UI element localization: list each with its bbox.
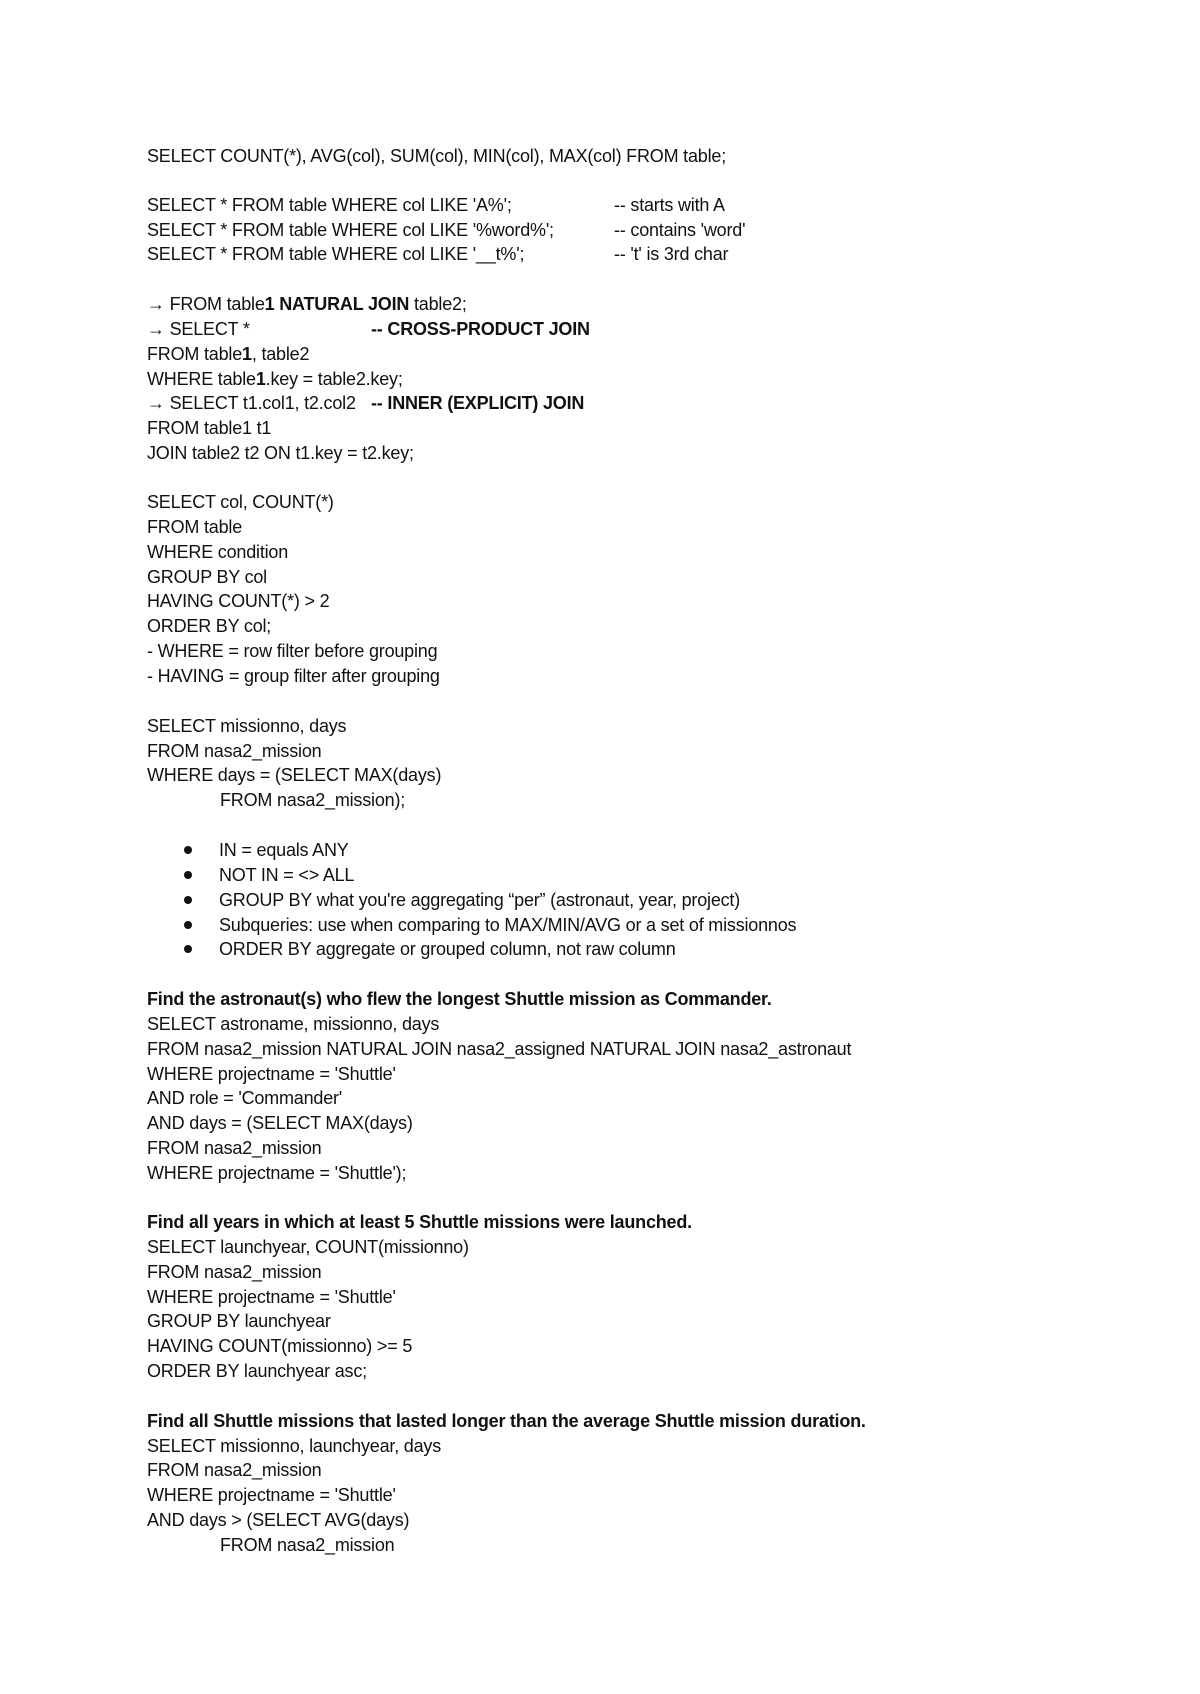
document-page: SELECT COUNT(*), AVG(col), SUM(col), MIN(col), MAX(col) FROM table; SELECT * FROM table WHERE col LIKE 'A%'; -- starts with A SELECT * FROM table WHERE col LIKE '%word%'; -- contains 'word' SELECT * FROM table WHERE col LIKE '__t%'; -- 't' is 3rd char → FROM table1 NATURAL JOIN table2; → SELECT * -- CROSS-PRODUCT JOIN FROM table1, table2 WHERE table1.key = table2.key; → SELECT t1.col1, t2.col2 -- INNER (EXPLICIT) JOIN FROM table1 t1 JOIN table2 t2 ON t1.key = t2.key; SELECT col, COUNT(*) FROM table WHERE condition GROUP BY col HAVING COUNT(*) > 2 ORDER BY col; - WHERE = row filter before grouping - HAVING = group filter after grouping SELECT missionno, days FROM nasa2_mission WHERE days = (SELECT MAX(days) FROM nasa2_mission); IN = equals ANY NOT IN = <> ALL GROUP BY what you're aggregating “per” (astronaut, year, project) Subqueries: use when comparing to MAX/MIN/AVG or a set of missionnos ORDER BY aggregate or grouped column, not raw column Find the astronaut(s) who flew the longest Shuttle mission as Commander. SELECT astroname, missionno, days FROM nasa2_mission NATURAL JOIN nasa2_assigned NATURAL JOIN nasa2_astronaut WHERE projectname = 'Shuttle' AND role = 'Commander' AND days = (SELECT MAX(days) FROM nasa2_mission WHERE projectname = 'Shuttle'); Find all years in which at least 5 Shuttle missions were launched. SELECT launchyear, COUNT(missionno) FROM nasa2_mission WHERE projectname = 'Shuttle' GROUP BY launchyear HAVING COUNT(missionno) >= 5 ORDER BY launchyear asc; Find all Shuttle missions that lasted longer than the average Shuttle mission duration. SELECT missionno, launchyear, days FROM nasa2_mission WHERE projectname = 'Shuttle' AND days > (SELECT AVG(days) FROM nasa2_mission bbox=[147, 146, 866, 1555]
cross-join-where-a: WHERE table bbox=[147, 369, 256, 389]
q3-heading: Find all Shuttle missions that lasted longer than the average Shuttle mission duration. bbox=[147, 1411, 866, 1431]
q2-line-3: WHERE projectname = 'Shuttle' bbox=[147, 1287, 396, 1307]
bullet-icon bbox=[184, 871, 192, 879]
bullet-icon bbox=[184, 896, 192, 904]
grouping-note-having: - HAVING = group filter after grouping bbox=[147, 666, 440, 686]
subquery-line-1: SELECT missionno, days bbox=[147, 716, 347, 736]
grouping-line-5: HAVING COUNT(*) > 2 bbox=[147, 591, 330, 611]
bullet-icon bbox=[184, 945, 192, 953]
q1-line-3: WHERE projectname = 'Shuttle' bbox=[147, 1064, 396, 1084]
grouping-line-4: GROUP BY col bbox=[147, 567, 267, 587]
like-comment-3: -- 't' is 3rd char bbox=[614, 244, 729, 264]
inner-join-select: → SELECT t1.col1, t2.col2 bbox=[147, 393, 356, 413]
cross-join-from-b: , table2 bbox=[251, 344, 310, 364]
natural-join-prefix: → FROM table bbox=[147, 294, 265, 314]
q2-line-6: ORDER BY launchyear asc; bbox=[147, 1361, 367, 1381]
grouping-line-2: FROM table bbox=[147, 517, 243, 537]
like-code-3: SELECT * FROM table WHERE col LIKE '__t%'; bbox=[147, 244, 525, 264]
natural-join-line bbox=[147, 293, 467, 315]
q1-line-4: AND role = 'Commander' bbox=[147, 1088, 343, 1108]
grouping-line-1: SELECT col, COUNT(*) bbox=[147, 492, 334, 512]
like-comment-2: -- contains 'word' bbox=[614, 220, 746, 240]
grouping-note-where: - WHERE = row filter before grouping bbox=[147, 641, 438, 661]
q2-line-5: HAVING COUNT(missionno) >= 5 bbox=[147, 1336, 413, 1356]
q1-line-6: FROM nasa2_mission bbox=[147, 1138, 322, 1158]
inner-join-from: FROM table1 t1 bbox=[147, 418, 272, 438]
like-comment-1: -- starts with A bbox=[614, 195, 725, 215]
bullet-icon bbox=[184, 921, 192, 929]
q3-line-3: WHERE projectname = 'Shuttle' bbox=[147, 1485, 396, 1505]
natural-join-one: 1 bbox=[264, 294, 275, 314]
bullet-icon bbox=[184, 846, 192, 854]
q1-heading: Find the astronaut(s) who flew the longest Shuttle mission as Commander. bbox=[147, 989, 772, 1009]
grouping-line-3: WHERE condition bbox=[147, 542, 289, 562]
subquery-line-3: WHERE days = (SELECT MAX(days) bbox=[147, 765, 442, 785]
q3-line-4: AND days > (SELECT AVG(days) bbox=[147, 1510, 410, 1530]
q2-line-2: FROM nasa2_mission bbox=[147, 1262, 322, 1282]
q3-line-2: FROM nasa2_mission bbox=[147, 1460, 322, 1480]
q2-heading: Find all years in which at least 5 Shuttle missions were launched. bbox=[147, 1212, 692, 1232]
q3-line-1: SELECT missionno, launchyear, days bbox=[147, 1436, 442, 1456]
subquery-line-2: FROM nasa2_mission bbox=[147, 741, 322, 761]
cross-join-from-a: FROM table bbox=[147, 344, 243, 364]
cross-join-comment: -- CROSS-PRODUCT JOIN bbox=[371, 319, 590, 339]
q1-line-7: WHERE projectname = 'Shuttle'); bbox=[147, 1163, 407, 1183]
cross-join-where-b: .key = table2.key; bbox=[265, 369, 403, 389]
q2-line-1: SELECT launchyear, COUNT(missionno) bbox=[147, 1237, 469, 1257]
cross-join-from bbox=[147, 343, 309, 365]
q1-line-1: SELECT astroname, missionno, days bbox=[147, 1014, 440, 1034]
q2-line-4: GROUP BY launchyear bbox=[147, 1311, 331, 1331]
q1-line-5: AND days = (SELECT MAX(days) bbox=[147, 1113, 413, 1133]
inner-join-comment: -- INNER (EXPLICIT) JOIN bbox=[371, 393, 585, 413]
inner-join-on: JOIN table2 t2 ON t1.key = t2.key; bbox=[147, 443, 414, 463]
subquery-line-4: FROM nasa2_mission); bbox=[220, 790, 406, 810]
cross-join-select: → SELECT * bbox=[147, 319, 250, 339]
like-code-2: SELECT * FROM table WHERE col LIKE '%word%'; bbox=[147, 220, 554, 240]
cross-join-where bbox=[147, 368, 403, 390]
cross-join-where-one: 1 bbox=[255, 369, 266, 389]
natural-join-suffix: table2; bbox=[409, 294, 467, 314]
aggregates-line: SELECT COUNT(*), AVG(col), SUM(col), MIN(col), MAX(col) FROM table; bbox=[147, 146, 726, 166]
like-code-1: SELECT * FROM table WHERE col LIKE 'A%'; bbox=[147, 195, 512, 215]
q1-line-2: FROM nasa2_mission NATURAL JOIN nasa2_assigned NATURAL JOIN nasa2_astronaut bbox=[147, 1039, 852, 1059]
cross-join-from-one: 1 bbox=[242, 344, 252, 364]
q3-line-5: FROM nasa2_mission bbox=[220, 1535, 395, 1555]
natural-join-keyword: NATURAL JOIN bbox=[274, 294, 410, 314]
grouping-line-6: ORDER BY col; bbox=[147, 616, 272, 636]
